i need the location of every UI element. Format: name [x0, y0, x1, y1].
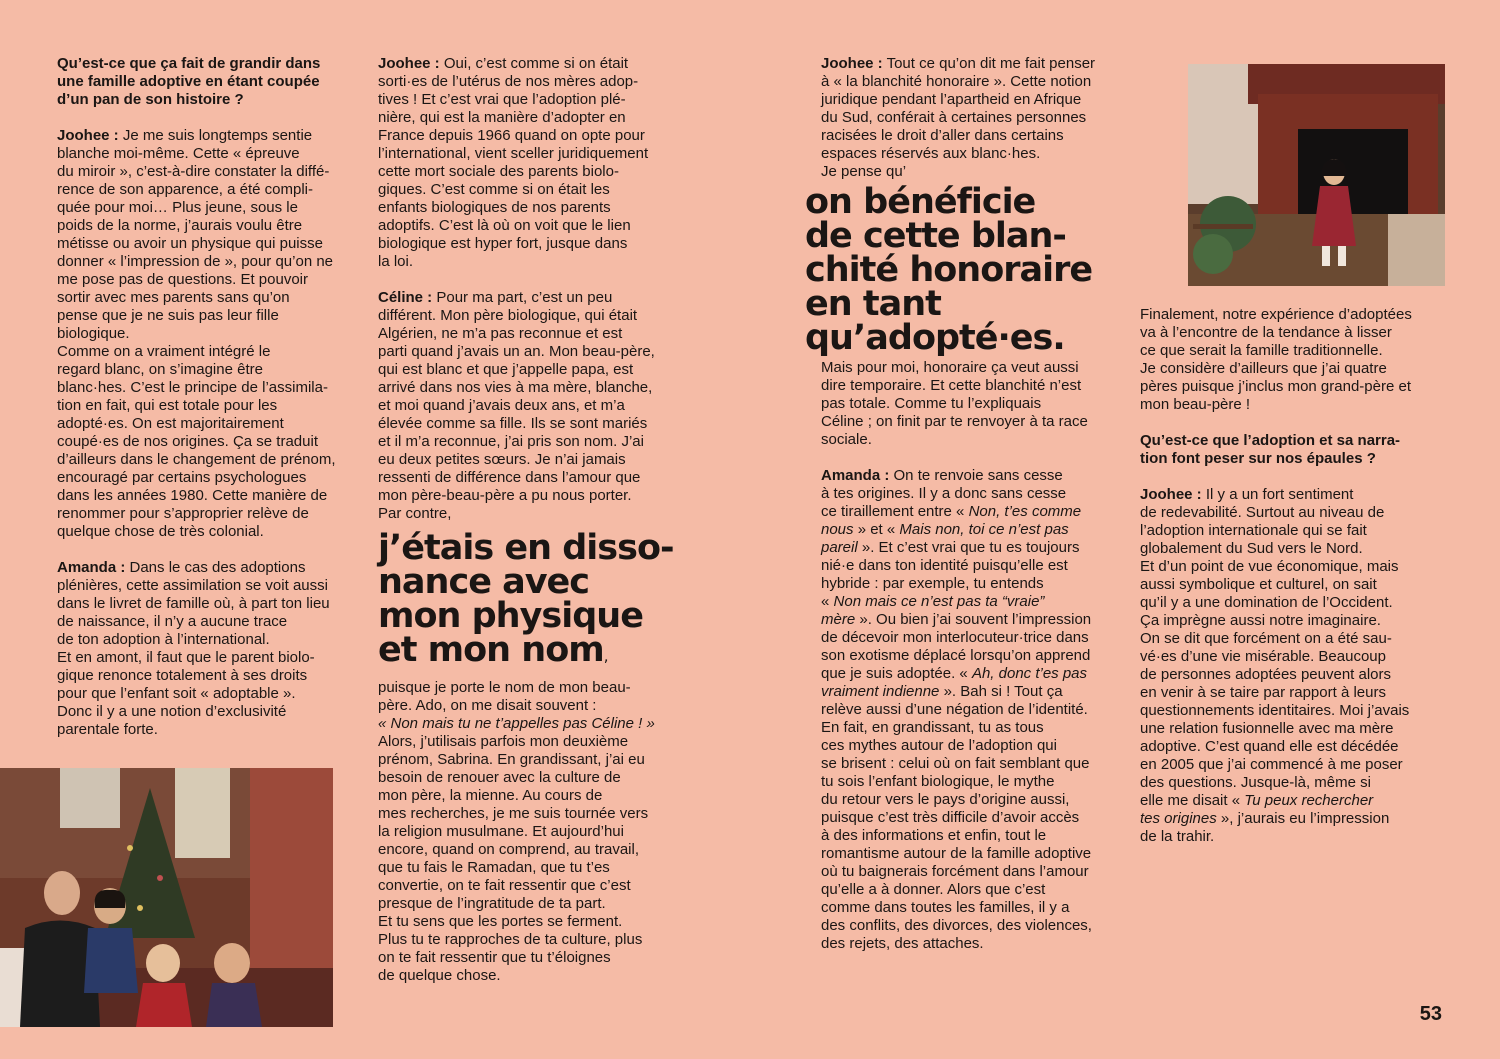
joohee-text-4-end: », j’aurais eu l’impression de la trahir. — [1140, 810, 1390, 845]
text-amanda-1: Dans le cas des adoptions plénières, cette assimilation se voit aussi dans le livret de famille où, à part ton lieu de naissance, il n’y a aucune trace de ton adoption à l’international. Et en amont, il faut que le parent biolo- gique renonce totalement à ses droits pour que l’enfant soit « adoptable ». Donc il y a une notion d’exclusivité parentale forte. — [57, 559, 330, 738]
page-number: 53 — [1419, 1003, 1442, 1025]
paragraph-joohee-4 — [1140, 486, 1450, 846]
paragraph-amanda-1 — [57, 559, 357, 739]
paragraph-joohee-3 — [805, 55, 1125, 181]
pull-quote-celine — [378, 528, 678, 673]
amanda-quote-2: Mais non, toi ce n’est pas pareil — [821, 521, 1069, 556]
pull-quote-tail: , — [603, 647, 609, 665]
amanda-text-1: On te renvoie sans cesse à tes origines. Il y a donc sans cesse ce tiraillement entre « — [821, 467, 1067, 520]
paragraph-joohee-1 — [57, 127, 357, 541]
text-joohee-3: Tout ce qu’on dit me fait penser à « la blanchité honoraire ». Cette notion juridique pendant l’apartheid en Afrique du Sud, conférait à certaines personnes racisées le droit d’aller dans certains espaces réservés aux blanc·hes. Je pense qu’ — [821, 55, 1096, 180]
paragraph-celine — [378, 289, 678, 523]
column-3 — [805, 55, 1125, 953]
text-after-pull-3: Mais pour moi, honoraire ça veut aussi dire temporaire. Et cette blanchité n’est pas totale. Comme tu l’expliquais Céline ; on finit par te renvoyer à ta race sociale. — [821, 359, 1088, 448]
family-photo — [0, 768, 333, 1027]
speaker-amanda: Amanda : — [57, 559, 126, 576]
question-1: Qu’est-ce que ça fait de grandir dans une famille adoptive en étant coupée d’un pan de son histoire ? — [57, 55, 321, 108]
text-joohee-2: Oui, c’est comme si on était sorti·es de l’utérus de nos mères adop- tives ! Et c’est vrai que l’adoption plé- nière, qui est la manière d’adopter en France depuis 1966 quand on opte pour l’international, vient sceller juridiquement cette mort sociale des parents biolo- giques. C’est comme si on était les enfants biologiques de nos parents adoptifs. C’est là où on voit que le lien biologique est hyper fort, jusque dans la loi. — [378, 55, 649, 270]
column-4 — [1140, 306, 1450, 846]
speaker-joohee: Joohee : — [378, 55, 440, 72]
column-3-body — [805, 359, 1125, 953]
text-joohee-1: Je me suis longtemps sentie blanche moi-même. Cette « épreuve du miroir », c’est-à-dire constater la diffé- rence de son apparence, a été compli- quée pour moi… Plus jeune, sous le poids de la norme, j’aurais voulu être métisse ou avoir un physique qui puisse donner « l’impression de », pour qu’on ne me pose pas de questions. Et pouvoir sortir avec mes parents sans qu’on pense que je ne suis pas leur fille biologique. Comme on a vraiment intégré le regard blanc, on s’imagine être blanc·hes. C’est le principe de l’assimila- tion en fait, qui est totale pour les adopté·es. On est majoritairement coupé·es de nos origines. Ça se traduit d’ailleurs dans le changement de prénom, encouragé par certains psychologues dans les années 1980. Cette manière de renommer pour s’approprier relève de quelque chose de très colonial. — [57, 127, 336, 540]
text-after-pull: puisque je porte le nom de mon beau- père. Ado, on me disait souvent : — [378, 679, 631, 714]
pull-quote-text: j’étais en disso- nance avec mon physique et mon nom — [378, 528, 674, 670]
text-celine-rest: Alors, j’utilisais parfois mon deuxième prénom, Sabrina. En grandissant, j’ai eu besoin de renouer avec la culture de mon père, la mienne. Au cours de mes recherches, je me suis tournée vers la religion musulmane. Et aujourd’hui encore, quand on comprend, au travail, que tu fais le Ramadan, que tu t’es convertie, on te fait ressentir que c’est presque de l’ingratitude de ta part. Et tu sens que les portes se ferment. Plus tu te rapproches de ta culture, plus on te fait ressentir que tu t’éloignes de quelque chose. — [378, 733, 649, 984]
amanda-text-2: » et « — [853, 521, 900, 538]
amanda-text-3: ». Et c’est vrai que tu es toujours nié·e dans ton identité puisqu’elle est hybride : par exemple, tu entends « — [821, 539, 1080, 610]
column-2 — [378, 55, 678, 985]
amanda-text-4: ». Ou bien j’ai souvent l’impression de décevoir mon interlocuteur·trice dans son exotisme déplacé lorsqu’on apprend que je suis adoptée. « — [821, 611, 1092, 682]
speaker-amanda: Amanda : — [821, 467, 890, 484]
speaker-celine: Céline : — [378, 289, 433, 306]
joohee-quote-4: Tu peux rechercher tes origines — [1140, 792, 1374, 827]
speaker-joohee: Joohee : — [821, 55, 883, 72]
paragraph-amanda-3 — [821, 467, 1125, 953]
pull-quote-joohee: on bénéficie de cette blan- chité honoraire en tant qu’adopté·es. — [805, 182, 1093, 358]
amanda-quote-3: Non mais ce n’est pas ta “vraie” mère — [821, 593, 1045, 628]
speaker-joohee: Joohee : — [57, 127, 119, 144]
child-photo — [1188, 64, 1445, 286]
paragraph-joohee-2 — [378, 55, 678, 271]
question-2: Qu’est-ce que l’adoption et sa narra- tion font peser sur nos épaules ? — [1140, 432, 1401, 467]
amanda-quote-4: Ah, donc t’es pas vraiment indienne — [821, 665, 1088, 700]
speaker-joohee: Joohee : — [1140, 486, 1202, 503]
amanda-text-5: ». Bah si ! Tout ça relève aussi d’une négation de l’identité. En fait, en grandissant, tu as tous ces mythes autour de l’adoption qui se brisent : celui où on fait semblant que tu sois l’enfant biologique, le mythe du retour vers le pays d’origine aussi, puisque c’est très difficile d’avoir accès à des informations et enfin, tout le romantisme autour de la famille adoptive où tu baignerais forcément dans l’amour qu’elle a à donner. Alors que c’est comme dans toutes les familles, il y a des conflits, des divorces, des violences, des rejets, des attaches. — [821, 683, 1092, 952]
text-intro-4: Finalement, notre expérience d’adoptées va à l’encontre de la tendance à lisser ce que serait la famille traditionnelle. Je considère d’ailleurs que j’ai quatre pères puisque j’inclus mon grand-père et mon beau-père ! — [1140, 306, 1412, 413]
column-1 — [57, 55, 357, 739]
amanda-quote-1: Non, t’es comme nous — [821, 503, 1082, 538]
text-celine: Pour ma part, c’est un peu différent. Mon père biologique, qui était Algérien, ne m’a pas reconnue et est parti quand j’avais un an. Mon beau-père, qui est blanc et que j’appelle papa, est arrivé dans nos vies à ma mère, blanche, et moi quand j’avais deux ans, et m’a élevée comme sa fille. Ils se sont mariés et il m’a reconnue, j’ai pris son nom. J’ai eu deux petites sœurs. Je n’ai jamais ressenti de différence dans l’amour que mon père-beau-père a pu nous porter. Par contre, — [378, 289, 655, 522]
quote-celine-name: « Non mais tu ne t’appelles pas Céline ! » — [378, 715, 655, 732]
joohee-text-4: Il y a un fort sentiment de redevabilité. Surtout au niveau de l’adoption internationale qui se fait globalement du Sud vers le Nord. Et d’un point de vue économique, mais aussi symbolique et culturel, on sait qu’il y a une domination de l’Occident. Ça imprègne aussi notre imaginaire. On se dit que forcément on a été sau- vé·es d’une vie misérable. Beaucoup de personnes adoptées peuvent alors en venir à se taire par rapport à leurs questionnements identitaires. Moi j’avais une relation fusionnelle avec ma mère adoptive. C’est quand elle est décédée en 2005 que j’ai commencé à me poser des questions. Jusque-là, même si elle me disait « — [1140, 486, 1410, 809]
